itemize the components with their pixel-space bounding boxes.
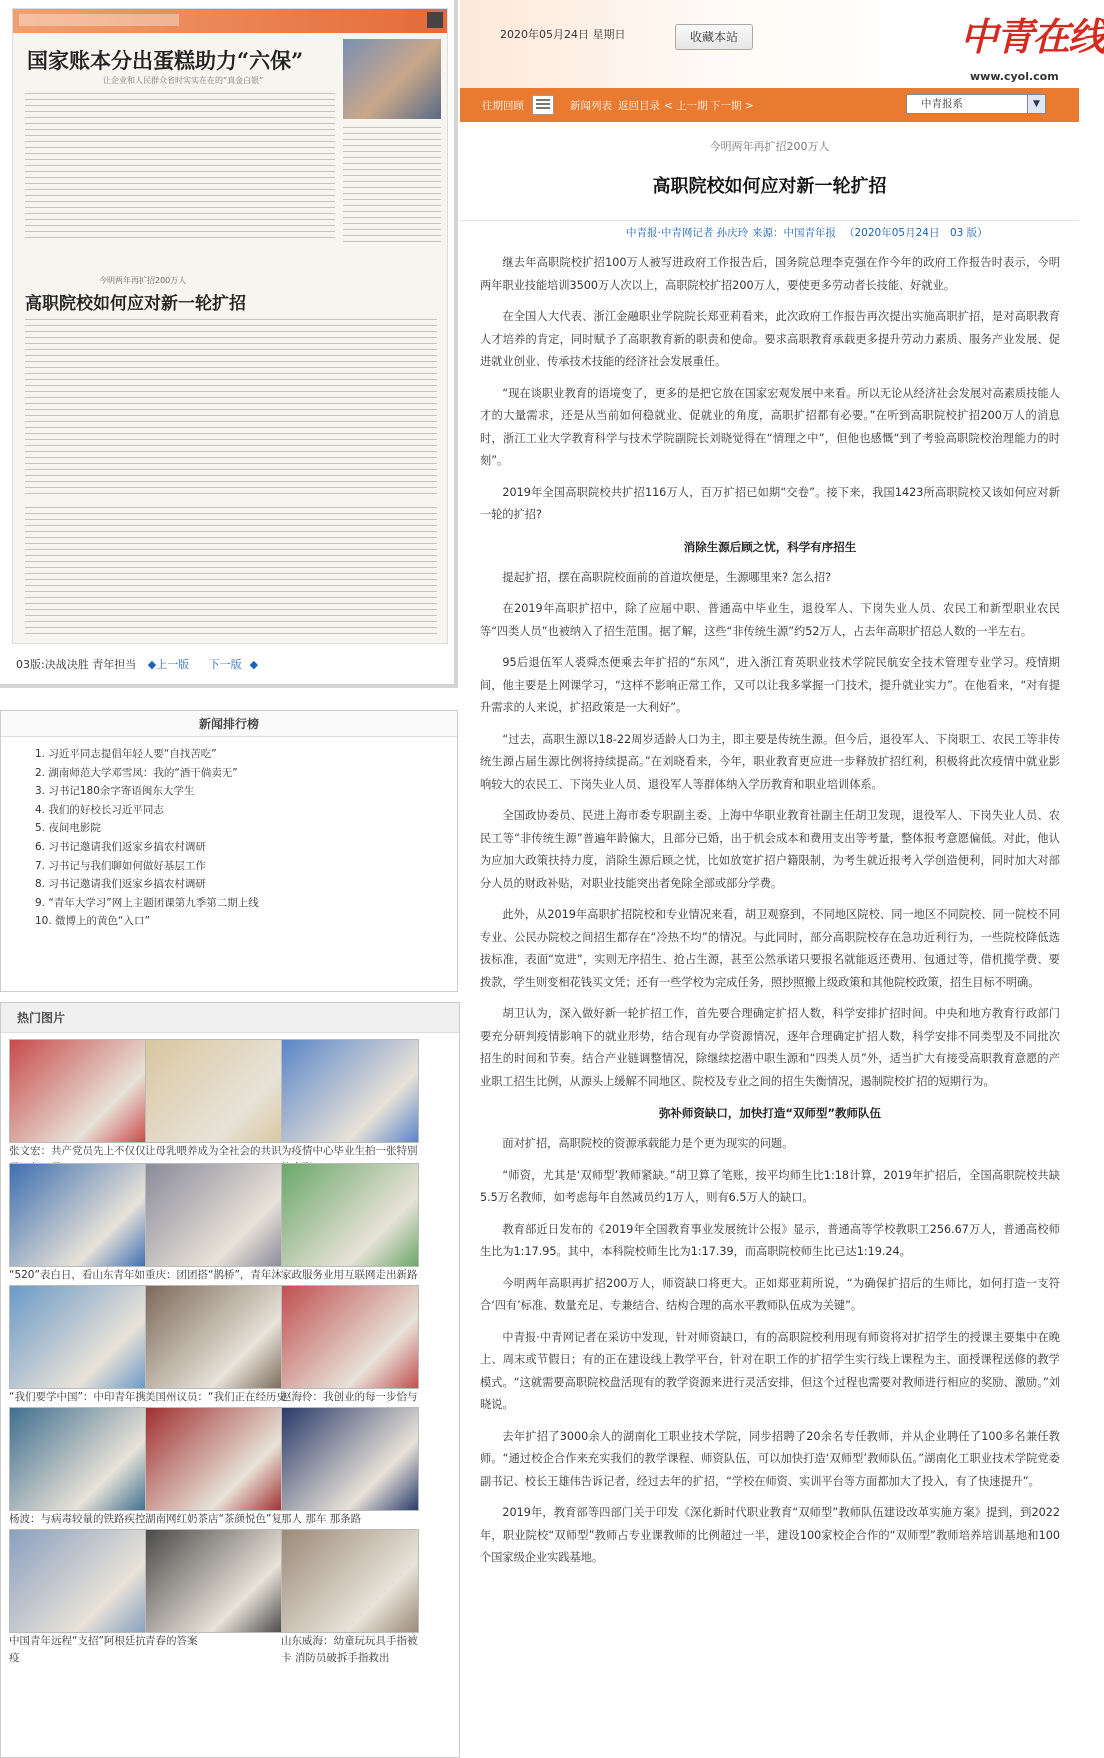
paper-masthead [13, 9, 447, 33]
prev-page-link[interactable]: ◆上一版 [147, 658, 190, 671]
article-kicker: 今明两年再扩招200万人 [709, 140, 830, 153]
hot-photo-caption[interactable]: “520”表白日，看山东青年如 [9, 1269, 145, 1281]
ranking-list [1, 737, 457, 931]
hot-photo-item[interactable] [9, 1285, 151, 1419]
ranking-title: 新闻排行榜 [1, 711, 457, 737]
hot-photo-caption[interactable]: 杨波：与病毒较量的铁路疾控 [9, 1513, 146, 1525]
newspaper-page-image[interactable] [12, 8, 448, 644]
newspaper-page-preview[interactable] [0, 0, 458, 688]
article-paragraph: 教育部近日发布的《2019年全国教育事业发展统计公报》显示，普通高等学校教职工256.67万人，普通高校师生比为1:17.95。其中，本科院校师生比为1:17.39，而高职院校师生比已达1:19.24。 [480, 1222, 1060, 1258]
news-list-link[interactable]: 新闻列表 [570, 100, 612, 112]
article-paragraph: 在全国人大代表、浙江金融职业学院院长郑亚莉看来，此次政府工作报告再次提出实施高职扩招，是对高职教育人才培养的肯定，同时赋予了高职教育新的职责和使命。要求高职教育承载更多提升劳动力素质、服务产业发展、促进就业创业、传承技术技能的经济社会发展重任。 [480, 310, 1060, 368]
paper-series-select[interactable]: 中青报系 ▼ [906, 94, 1046, 114]
chevron-down-icon[interactable]: ▼ [1027, 95, 1045, 113]
right-column [460, 0, 1104, 1758]
hot-photo-item[interactable] [281, 1407, 423, 1541]
hot-photo-item[interactable] [145, 1039, 287, 1173]
hot-photo-thumbnail[interactable] [9, 1529, 147, 1633]
hot-photo-item[interactable] [281, 1529, 423, 1663]
hot-photo-thumbnail[interactable] [145, 1285, 283, 1389]
issue-navbar [460, 88, 1079, 122]
back-to-toc-link[interactable]: 返回目录 [618, 100, 660, 112]
ranking-item[interactable]: 2. 湖南师范大学邓雪凤：我的“酒干倘卖无” [35, 766, 238, 779]
hot-photo-caption[interactable]: 美国州议员：“我们正在经历史 [145, 1391, 287, 1403]
hot-photo-item[interactable] [9, 1039, 151, 1173]
article-paragraph: 此外，从2019年高职扩招院校和专业情况来看，胡卫观察到，不同地区院校、同一地区不同院校、同一院校不同专业、公民办院校之间招生都存在“冷热不均”的情况。与此同时，部分高职院校存在急功近利行为，一些院校降低选拔标准，表面“宽进”，实则无序招生、抢占生源，甚至公然承诺只要报名就能返还费用、包通过等，借机揽学费、要拨款，学生则变相花钱买文凭；还有一些学校为完成任务，照抄照搬上级政策和其他院校政策，招生目标不明确。 [480, 908, 1060, 989]
hot-photo-thumbnail[interactable] [145, 1407, 283, 1511]
ranking-item[interactable]: 10. 微博上的黄色“入口” [35, 915, 150, 928]
paper-footer [16, 656, 266, 672]
hot-photo-item[interactable] [145, 1529, 287, 1663]
next-issue-link[interactable]: 下一期 > [710, 100, 754, 112]
hot-photo-item[interactable] [145, 1285, 287, 1419]
article-subheading: 弥补师资缺口，加快打造“双师型”教师队伍 [658, 1106, 882, 1120]
ranking-item[interactable]: 1. 习近平同志提倡年轻人要“自找苦吃” [35, 748, 217, 760]
hot-photo-thumbnail[interactable] [281, 1285, 419, 1389]
hot-photo-thumbnail[interactable] [281, 1039, 419, 1143]
prev-issue-link[interactable]: < 上一期 [664, 100, 708, 112]
article-paragraph: 今明两年高职再扩招200万人，师资缺口将更大。正如郑亚莉所说，“为确保扩招后的生师比，如何打造一支符合‘四有’标准、数量充足、专兼结合、结构合理的高水平教师队伍成为关键”。 [480, 1276, 1060, 1312]
ranking-item[interactable]: 7. 习书记与我们聊如何做好基层工作 [35, 859, 206, 872]
left-column [0, 0, 460, 1758]
hot-photo-caption[interactable]: 赵海伶：我创业的每一步恰与 [281, 1391, 418, 1403]
news-ranking-panel [0, 710, 458, 992]
hot-photos-panel [0, 1002, 460, 1758]
paper-second-kicker: 今明两年再扩招200万人 [99, 276, 187, 285]
article-title: 高职院校如何应对新一轮扩招 [652, 176, 887, 197]
past-issues-link[interactable]: 往期回顾 [482, 100, 524, 112]
site-logo[interactable]: 中青在线 [960, 14, 1104, 59]
article-paragraph: “师资，尤其是‘双师型’教师紧缺。”胡卫算了笔账，按平均师生比1:18计算，2019年扩招后，全国高职院校共缺5.5万名教师，如考虑每年自然减员约1万人，则有6.5万人的缺口。 [480, 1168, 1060, 1204]
hot-photo-item[interactable] [145, 1407, 287, 1541]
hot-photo-caption[interactable]: 为疫情中心毕业生拍一张特别 [281, 1145, 418, 1157]
hot-photo-thumbnail[interactable] [145, 1163, 283, 1267]
byline-source: 来源：中国青年报 [752, 227, 836, 239]
paper-second-headline[interactable]: 高职院校如何应对新一轮扩招 [25, 294, 246, 314]
hot-photo-caption[interactable]: 中国青年远程“支招”阿根廷抗疫 [9, 1635, 146, 1664]
hot-photo-item[interactable] [9, 1529, 151, 1663]
article-paragraph: 2019年全国高职院校共扩招116万人，百万扩招已如期“交卷”。接下来，我国1423所高职院校又该如何应对新一轮的扩招? [480, 485, 1060, 521]
section-label: 03版:决战决胜 青年担当 [16, 658, 137, 671]
hot-photo-item[interactable] [281, 1285, 423, 1419]
favorite-button[interactable]: 收藏本站 [675, 24, 753, 50]
byline-date: （2020年05月24日 03 版） [844, 227, 988, 239]
article-body [480, 252, 1060, 1579]
hot-photo-caption[interactable]: 重庆：团团搭“鹊桥”，青年沐 [145, 1269, 282, 1281]
hot-photo-thumbnail[interactable] [281, 1529, 419, 1633]
article-subheading: 消除生源后顾之忧，科学有序招生 [683, 539, 857, 554]
article-paragraph: 去年扩招了3000余人的湖南化工职业技术学院，同步招聘了20余名专任教师，并从企业聘任了100多名兼任教师。“通过校企合作来充实我们的教学课程、师资队伍，可以加快打造‘双师型’教师队伍。”湖南化工职业技术学院党委副书记、校长王雄伟告诉记者，经过去年的扩招，“学校在师资、实训平台等方面都加大了投入，有了快速提升”。 [480, 1429, 1060, 1488]
paper-photo [343, 39, 441, 119]
article-paragraph: 2019年，教育部等四部门关于印发《深化新时代职业教育“双师型”教师队伍建设改革实施方案》提到，到2022年，职业院校“双师型”教师占专业课教师的比例超过一半，建设100家校企合作的“双师型”教师培养培训基地和100个国家级企业实践基地。 [480, 1506, 1060, 1564]
hot-photo-caption[interactable]: 山东威海：幼童玩玩具手指被卡 消防员破拆手指救出 [281, 1635, 418, 1664]
hot-photo-item[interactable] [9, 1163, 151, 1297]
ranking-item[interactable]: 5. 夜间电影院 [35, 822, 101, 835]
article-paragraph: 95后退伍军人裘舜杰便乘去年扩招的“东风”，进入浙江育英职业技术学院民航安全技术管理专业学习。疫情期间，他主要是上网课学习，“这样不影响正常工作，又可以让我多掌握一门技术，提升就业实力”。在他看来，“对有提升需求的人来说，扩招政策是一大利好”。 [480, 656, 1060, 714]
article-paragraph: 全国政协委员、民进上海市委专职副主委、上海中华职业教育社副主任胡卫发现，退役军人、下岗失业人员、农民工等“非传统生源”普遍年龄偏大，且部分已婚，出于机会成本和费用支出等考量，整体报考意愿偏低。对此，他认为应加大政策扶持力度，消除生源后顾之忧，比如放宽扩招户籍限制，为考生就近报考入学创造便利，同时加大对部分人员的财政补贴，对职业技能突出者免除全部或部分学费。 [480, 809, 1060, 890]
hot-photo-item[interactable] [281, 1039, 423, 1173]
hot-photo-thumbnail[interactable] [281, 1163, 419, 1267]
paper-top-subline: 让企业和人民群众省时实实在在的“真金白银” [103, 76, 264, 85]
article-paragraph: “现在谈职业教育的语境变了，更多的是把它放在国家宏观发展中来看。所以无论从经济社会发展对高素质技能人才的大量需求，还是从当前如何稳就业、促就业的角度，高职扩招都有必要。”在听到高职院校扩招200万人的消息时，浙江工业大学教育科学与技术学院副院长刘晓觉得在“情理之中”，但他也感慨“到了考验高职院校治理能力的时刻”。 [480, 386, 1060, 467]
hot-photo-caption[interactable]: 青春的答案 [145, 1635, 198, 1647]
ranking-item[interactable]: 4. 我们的好校长习近平同志 [35, 803, 164, 816]
article-paragraph: 胡卫认为，深入做好新一轮扩招工作，首先要合理确定扩招人数，科学安排扩招时间。中央和地方教育行政部门要充分研判疫情影响下的就业形势，结合现有办学资源情况，逐年合理确定扩招人数，科学安排不同类型及不同批次招生的时间和节奏。结合产业链调整情况，除继续挖潜中职生源和“四类人员”外，适当扩大有接受高职教育意愿的产业职工招生比例，从源头上缓解不同地区、院校及专业之间的招生失衡情况，遏制院校扩招的短期行为。 [480, 1007, 1060, 1088]
paper-top-headline[interactable]: 国家账本分出蛋糕助力“六保” [27, 48, 304, 73]
byline-author: 中青报·中青网记者 孙庆玲 [626, 227, 749, 239]
hot-photo-thumbnail[interactable] [281, 1407, 419, 1511]
hot-photo-thumbnail[interactable] [9, 1163, 147, 1267]
ranking-item[interactable]: 6. 习书记邀请我们返家乡搞农村调研 [35, 840, 206, 853]
site-header [460, 0, 1104, 88]
ranking-item[interactable]: 8. 习书记邀请我们返家乡搞农村调研 [35, 878, 206, 891]
hot-photo-item[interactable] [145, 1163, 287, 1297]
article-paragraph: 提起扩招，摆在高职院校面前的首道坎便是，生源哪里来? 怎么招? [502, 570, 832, 584]
hot-photo-thumbnail[interactable] [9, 1407, 147, 1511]
hot-photo-caption[interactable]: 湖南网红奶茶店“茶颜悦色”复 [145, 1513, 282, 1525]
article-paragraph: “过去，高职生源以18-22周岁适龄人口为主，即主要是传统生源。但今后，退役军人、下岗职工、农民工等非传统生源占届生源比例将持续提高。”在刘晓看来，今年，职业教育更应进一步释放扩招红利，积极将此次疫情中就业影响较大的农民工、下岗失业人员、退役军人等群体纳入学历教育和职业培训体系。 [480, 732, 1060, 791]
next-page-link[interactable]: 下一版 ◆ [208, 658, 259, 671]
article-byline [460, 220, 1079, 238]
paper-corner-icon [427, 12, 443, 28]
hot-photo-item[interactable] [9, 1407, 151, 1541]
hot-photos-title: 热门图片 [1, 1003, 459, 1033]
hot-photo-thumbnail[interactable] [145, 1039, 283, 1143]
hot-photo-item[interactable] [281, 1163, 423, 1297]
hot-photo-caption[interactable]: 家政服务业用互联网走出新路 [281, 1269, 418, 1281]
hot-photo-caption[interactable]: 张文宏：共产党员先上不仅仅 [9, 1145, 146, 1157]
article-paragraph: 继去年高职院校扩招100万人被写进政府工作报告后，国务院总理李克强在作今年的政府工作报告时表示，今明两年职业技能培训3500万人次以上，高职院校扩招200万人，要使更多劳动者长技能、好就业。 [480, 256, 1060, 292]
current-date: 2020年05月24日 星期日 [500, 28, 626, 41]
article-paragraph: 中青报·中青网记者在采访中发现，针对师资缺口，有的高职院校利用现有师资将对扩招学生的授课主要集中在晚上、周末或节假日；有的正在建设线上教学平台，针对在职工作的扩招学生实行线上课程为主、面授课程送修的教学模式。“这就需要高职院校盘活现有的教学资源来进行灵活安排，但这个过程也需要对教师进行相应的奖励、激励。”刘晓说。 [480, 1330, 1060, 1411]
site-url: www.cyol.com [970, 70, 1059, 83]
hot-photo-thumbnail[interactable] [145, 1529, 283, 1633]
hot-photo-caption[interactable]: 让母乳喂养成为全社会的共识 [145, 1145, 282, 1157]
hot-photo-thumbnail[interactable] [9, 1039, 147, 1143]
article-paragraph: 面对扩招，高职院校的资源承载能力是个更为现实的问题。 [502, 1137, 794, 1150]
ranking-item[interactable]: 9. “青年大学习”网上主题团课第九季第二期上线 [35, 896, 259, 909]
article-paragraph: 在2019年高职扩招中，除了应届中职、普通高中毕业生，退役军人、下岗失业人员、农民工和新型职业农民等“四类人员”也被纳入了招生范围。据了解，这些“非传统生源”约52万人，占去年高职扩招总人数的一半左右。 [480, 602, 1060, 638]
ranking-item[interactable]: 3. 习书记180余字寄语闽东大学生 [35, 785, 195, 798]
hot-photo-caption[interactable]: “我们要学中国”：中印青年携 [9, 1391, 146, 1403]
hot-photo-caption[interactable]: 那人 那车 那条路 [281, 1513, 362, 1525]
hot-photo-thumbnail[interactable] [9, 1285, 147, 1389]
calendar-icon[interactable] [532, 95, 554, 115]
